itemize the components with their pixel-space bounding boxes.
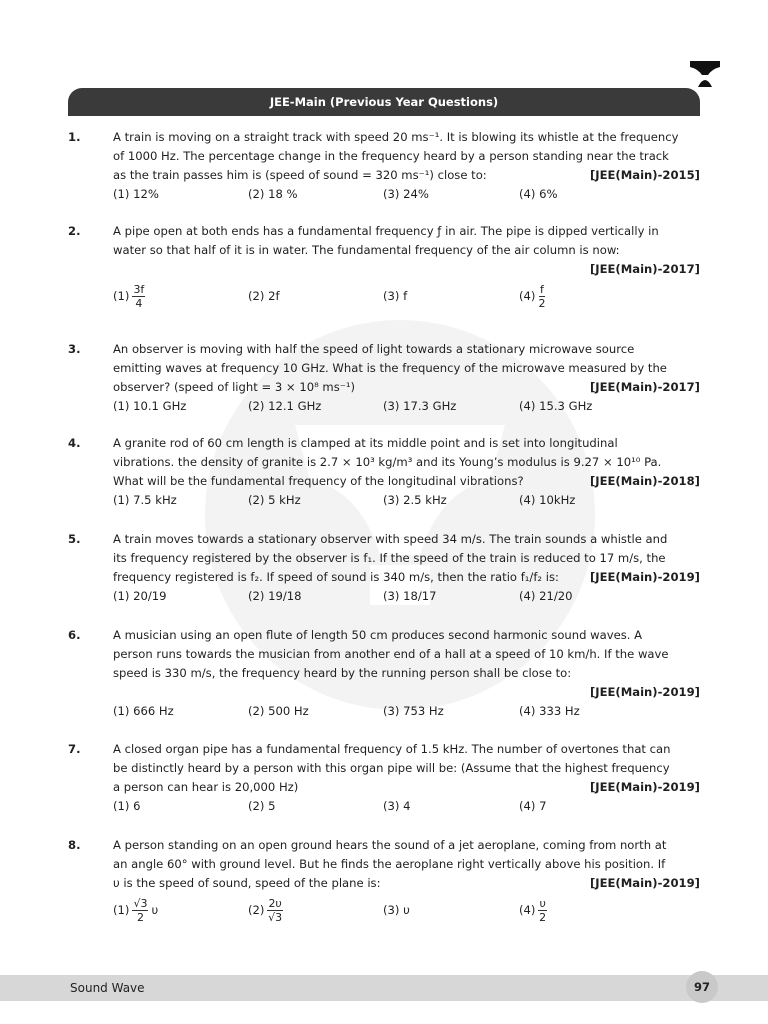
fraction [132, 283, 145, 310]
answer-options [113, 185, 700, 204]
question-line-text: A musician using an open flute of length 50 cm produces second harmonic sound waves. A [113, 628, 643, 642]
answer-option-1: (1) 7.5 kHz [113, 493, 177, 507]
question-line-text: frequency registered is f₂. If speed of sound is 340 m/s, then the ratio f₁/f₂ is: [113, 570, 559, 584]
question-number: 7. [68, 742, 81, 756]
answer-options [113, 702, 700, 721]
question-line [113, 530, 700, 549]
answer-option-4: (4) 6% [519, 187, 558, 201]
answer-option-2 [248, 893, 283, 927]
exam-source-tag: [JEE(Main)-2019] [589, 780, 700, 794]
question-line [113, 472, 700, 491]
question-number: 1. [68, 130, 81, 144]
page-number: 97 [686, 971, 718, 1003]
question-item [68, 626, 700, 721]
question-line [113, 759, 700, 778]
question-line [113, 645, 700, 664]
exam-source-tag: [JEE(Main)-2019] [589, 685, 700, 699]
brand-logo-icon [690, 61, 720, 87]
question-line [113, 836, 700, 855]
question-line [113, 340, 700, 359]
question-line-text: an angle 60° with ground level. But he finds the aeroplane right vertically above his position. If [113, 857, 666, 871]
question-line-text: speed is 330 m/s, the frequency heard by the running person shall be close to: [113, 666, 572, 680]
question-line-text: vibrations. the density of granite is 2.7 × 10³ kg/m³ and its Young’s modulus is 9.27 × 10¹⁰ Pa. [113, 455, 662, 469]
question-number: 4. [68, 436, 81, 450]
answer-option-4: (4) 7 [519, 799, 547, 813]
question-item [68, 740, 700, 816]
question-line [113, 147, 700, 166]
question-line-text: observer? (speed of light = 3 × 10⁸ ms⁻¹) [113, 380, 356, 394]
option-prefix: (4) [519, 902, 536, 917]
exam-source-tag: [JEE(Main)-2017] [589, 380, 700, 394]
answer-option-1: (1) 20/19 [113, 589, 167, 603]
answer-option-2: (2) 500 Hz [248, 704, 309, 718]
fraction [267, 897, 282, 924]
question-text [113, 530, 700, 587]
answer-options [113, 491, 700, 510]
question-line-text: be distinctly heard by a person with this organ pipe will be: (Assume that the highest frequency [113, 761, 670, 775]
question-line [113, 740, 700, 759]
answer-option-2: (2) 18 % [248, 187, 298, 201]
answer-option-4: (4) 15.3 GHz [519, 399, 593, 413]
option-prefix: (1) [113, 902, 130, 917]
option-prefix: (4) [519, 288, 536, 303]
answer-option-3: (3) 4 [383, 799, 411, 813]
question-item [68, 530, 700, 606]
answer-option-4 [519, 893, 547, 927]
question-line [113, 359, 700, 378]
question-line [113, 568, 700, 587]
option-prefix: (2) [248, 902, 265, 917]
fraction-numerator: f [540, 282, 544, 296]
answer-option-3: (3) 17.3 GHz [383, 399, 457, 413]
answer-option-1 [113, 279, 145, 313]
question-line-text: as the train passes him is (speed of sound = 320 ms⁻¹) close to: [113, 168, 487, 182]
exam-source-tag: [JEE(Main)-2019] [589, 570, 700, 584]
question-text [113, 128, 700, 185]
question-line-text: What will be the fundamental frequency of the longitudinal vibrations? [113, 474, 524, 488]
question-line [113, 626, 700, 645]
question-line-text: A train is moving on a straight track with speed 20 ms⁻¹. It is blowing its whistle at the frequency [113, 130, 679, 144]
question-line-text: water so that half of it is in water. The fundamental frequency of the air column is now: [113, 243, 620, 257]
question-number: 6. [68, 628, 81, 642]
question-text [113, 222, 700, 279]
question-line [113, 683, 700, 702]
footer-bar [0, 975, 768, 1001]
question-text [113, 340, 700, 397]
answer-option-2: (2) 5 kHz [248, 493, 301, 507]
question-line-text: A train moves towards a stationary observer with speed 34 m/s. The train sounds a whistle and [113, 532, 668, 546]
question-text [113, 740, 700, 797]
fraction-denominator: 2 [538, 296, 546, 310]
question-line [113, 222, 700, 241]
answer-option-3: (3) υ [383, 902, 410, 917]
question-line-text: υ is the speed of sound, speed of the plane is: [113, 876, 381, 890]
question-line [113, 664, 700, 683]
answer-option-4 [519, 279, 545, 313]
answer-option-3: (3) 2.5 kHz [383, 493, 447, 507]
question-number: 8. [68, 838, 81, 852]
question-item [68, 434, 700, 510]
question-line [113, 128, 700, 147]
question-line [113, 241, 700, 260]
question-line [113, 453, 700, 472]
answer-options [113, 279, 700, 313]
footer-chapter-title: Sound Wave [70, 981, 145, 995]
answer-options [113, 797, 700, 816]
question-text [113, 626, 700, 702]
fraction [538, 283, 545, 310]
answer-option-4: (4) 21/20 [519, 589, 573, 603]
question-line-text: a person can hear is 20,000 Hz) [113, 780, 299, 794]
question-item [68, 836, 700, 927]
question-line-text: of 1000 Hz. The percentage change in the frequency heard by a person standing near the track [113, 149, 669, 163]
question-line-text: A granite rod of 60 cm length is clamped at its middle point and is set into longitudinal [113, 436, 618, 450]
question-item [68, 222, 700, 313]
question-line [113, 855, 700, 874]
question-number: 5. [68, 532, 81, 546]
question-text [113, 434, 700, 491]
question-item [68, 128, 700, 204]
answer-option-4: (4) 10kHz [519, 493, 576, 507]
section-banner: JEE-Main (Previous Year Questions) [68, 88, 700, 116]
question-line-text: A person standing on an open ground hears the sound of a jet aeroplane, coming from north at [113, 838, 667, 852]
fraction-numerator: 2υ [268, 896, 282, 910]
fraction [132, 897, 148, 924]
fraction-numerator: 3f [133, 282, 145, 296]
option-suffix: υ [151, 902, 159, 917]
question-number: 3. [68, 342, 81, 356]
answer-option-4: (4) 333 Hz [519, 704, 580, 718]
question-text [113, 836, 700, 893]
answer-options [113, 397, 700, 416]
answer-option-2: (2) 5 [248, 799, 276, 813]
question-line-text: emitting waves at frequency 10 GHz. What is the frequency of the microwave measured by the [113, 361, 667, 375]
answer-option-3: (3) 18/17 [383, 589, 437, 603]
answer-option-2: (2) 2f [248, 288, 280, 303]
question-item [68, 340, 700, 416]
answer-option-3: (3) f [383, 288, 408, 303]
fraction-denominator: 2 [136, 910, 144, 924]
question-line [113, 434, 700, 453]
answer-option-1 [113, 893, 158, 927]
answer-option-1: (1) 666 Hz [113, 704, 174, 718]
question-number: 2. [68, 224, 81, 238]
answer-options [113, 893, 700, 927]
fraction-denominator: 2 [539, 910, 547, 924]
answer-option-3: (3) 753 Hz [383, 704, 444, 718]
exam-source-tag: [JEE(Main)-2017] [589, 262, 700, 276]
answer-options [113, 587, 700, 606]
fraction-denominator: √3 [268, 910, 283, 924]
exam-source-tag: [JEE(Main)-2018] [589, 474, 700, 488]
question-line-text: A pipe open at both ends has a fundamental frequency ƒ in air. The pipe is dipped vertically in [113, 224, 659, 238]
answer-option-2: (2) 19/18 [248, 589, 302, 603]
answer-option-2: (2) 12.1 GHz [248, 399, 322, 413]
exam-source-tag: [JEE(Main)-2019] [589, 876, 700, 890]
question-line-text: its frequency registered by the observer is f₁. If the speed of the train is reduced to 17 m/s, the [113, 551, 666, 565]
fraction [538, 897, 546, 924]
question-line [113, 874, 700, 893]
question-line [113, 166, 700, 185]
question-line [113, 549, 700, 568]
question-line-text: person runs towards the musician from another end of a hall at a speed of 10 km/h. If the wave [113, 647, 669, 661]
answer-option-1: (1) 6 [113, 799, 141, 813]
question-line [113, 778, 700, 797]
question-line [113, 378, 700, 397]
fraction-numerator: υ [539, 896, 546, 910]
question-line-text: An observer is moving with half the speed of light towards a stationary microwave source [113, 342, 635, 356]
answer-option-1: (1) 10.1 GHz [113, 399, 187, 413]
question-line [113, 260, 700, 279]
fraction-numerator: √3 [133, 896, 148, 910]
exam-source-tag: [JEE(Main)-2015] [589, 168, 700, 182]
answer-option-1: (1) 12% [113, 187, 159, 201]
question-line-text: A closed organ pipe has a fundamental frequency of 1.5 kHz. The number of overtones that can [113, 742, 671, 756]
fraction-denominator: 4 [135, 296, 143, 310]
option-prefix: (1) [113, 288, 130, 303]
answer-option-3: (3) 24% [383, 187, 429, 201]
